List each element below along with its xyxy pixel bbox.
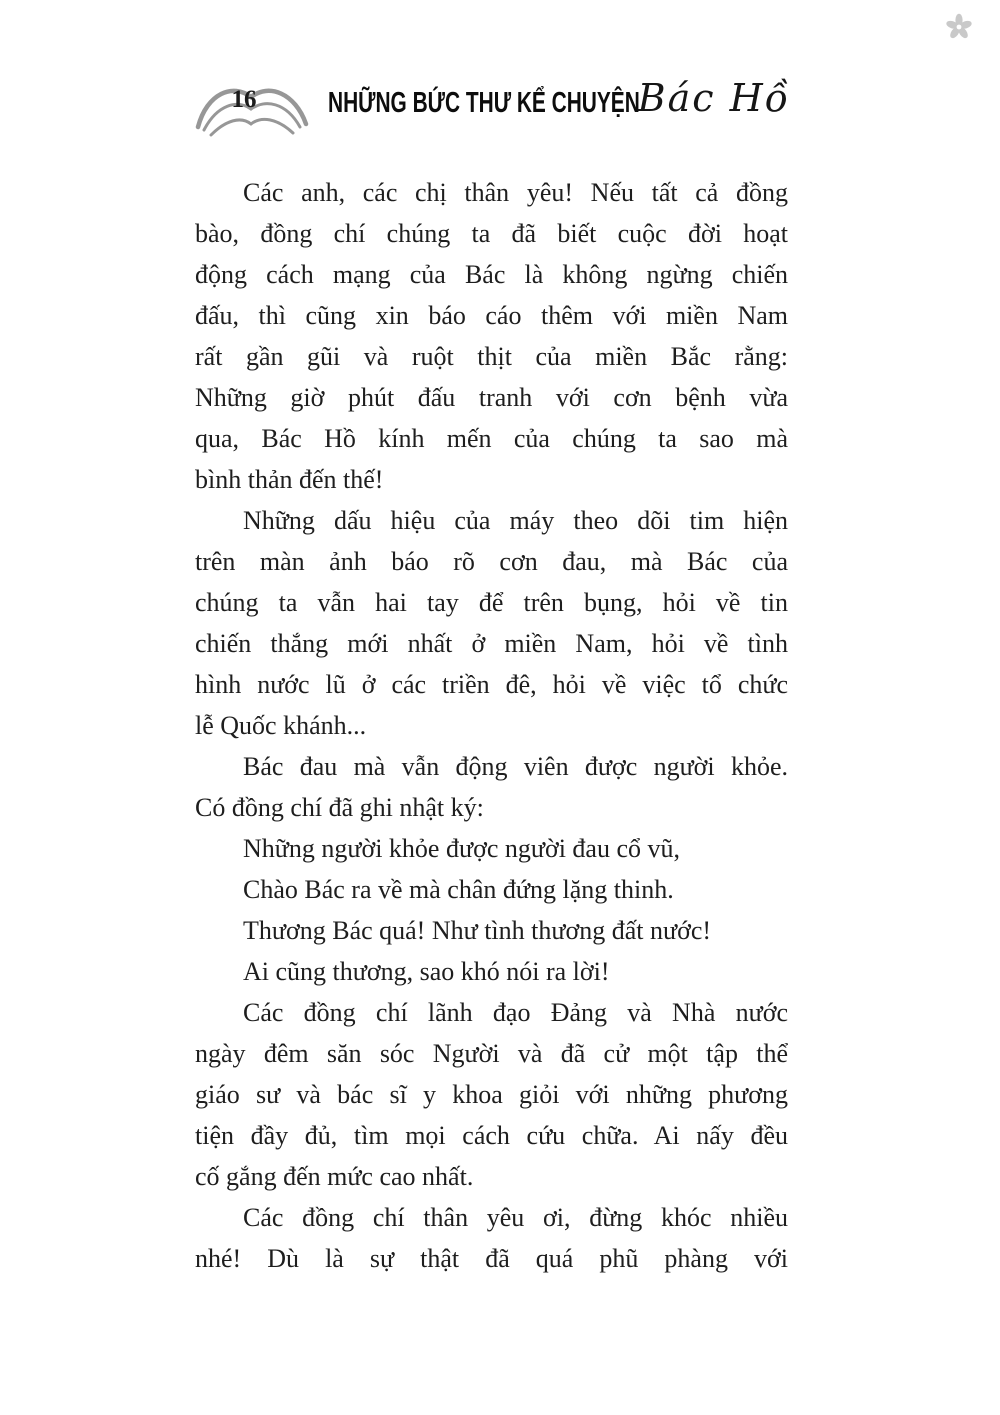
text-line: nhé! Dù là sự thật đã quá phũ phàng với [195,1244,788,1273]
text-line: Những giờ phút đấu tranh với cơn bệnh vừa [195,383,788,412]
text-line: động cách mạng của Bác là không ngừng chiến [195,260,788,289]
text-line: chúng ta vẫn hai tay để trên bụng, hỏi về tin [195,588,788,617]
text-line: đấu, thì cũng xin báo cáo thêm với miền Nam [195,301,788,330]
flower-asterisk-icon [944,12,974,42]
text-line: Các đồng chí thân yêu ơi, đừng khóc nhiều [243,1203,788,1232]
text-line: bào, đồng chí chúng ta đã biết cuộc đời hoạt [195,219,788,248]
text-line: Những dấu hiệu của máy theo dõi tim hiện [243,506,788,535]
book-title-script: Bác Hồ [637,76,790,120]
text-line: giáo sư và bác sĩ y khoa giỏi với những phương [195,1080,788,1109]
text-line: Ai cũng thương, sao khó nói ra lời! [243,957,610,986]
page-header [193,78,790,138]
page-number: 16 [231,86,257,113]
text-line: hình nước lũ ở các triền đê, hỏi về việc tổ chức [195,670,788,699]
text-line: trên màn ảnh báo rõ cơn đau, mà Bác của [195,547,788,576]
text-line: bình thản đến thế! [195,465,384,494]
open-book-icon [193,80,311,138]
text-line: Bác đau mà vẫn động viên được người khỏe. [243,752,788,781]
book-title: NHỮNG BỨC THƯ KỂ CHUYỆN [328,87,640,119]
text-line: tiện đầy đủ, tìm mọi cách cứu chữa. Ai nấy đều [195,1121,788,1150]
text-line: cố gắng đến mức cao nhất. [195,1162,474,1191]
text-line: Các anh, các chị thân yêu! Nếu tất cả đồng [243,178,788,207]
text-line: Các đồng chí lãnh đạo Đảng và Nhà nước [243,998,788,1027]
text-line: ngày đêm săn sóc Người và đã cử một tập thể [195,1039,788,1068]
text-line: rất gần gũi và ruột thịt của miền Bắc rằng: [195,342,788,371]
text-line: qua, Bác Hồ kính mến của chúng ta sao mà [195,424,788,453]
text-line: Thương Bác quá! Như tình thương đất nước! [243,916,712,945]
text-line: lễ Quốc khánh... [195,711,367,740]
page-body-text [195,172,788,1279]
text-line: chiến thắng mới nhất ở miền Nam, hỏi về tình [195,629,788,658]
text-line: Có đồng chí đã ghi nhật ký: [195,793,484,822]
text-line: Những người khỏe được người đau cổ vũ, [243,834,680,863]
text-line: Chào Bác ra về mà chân đứng lặng thinh. [243,875,674,904]
